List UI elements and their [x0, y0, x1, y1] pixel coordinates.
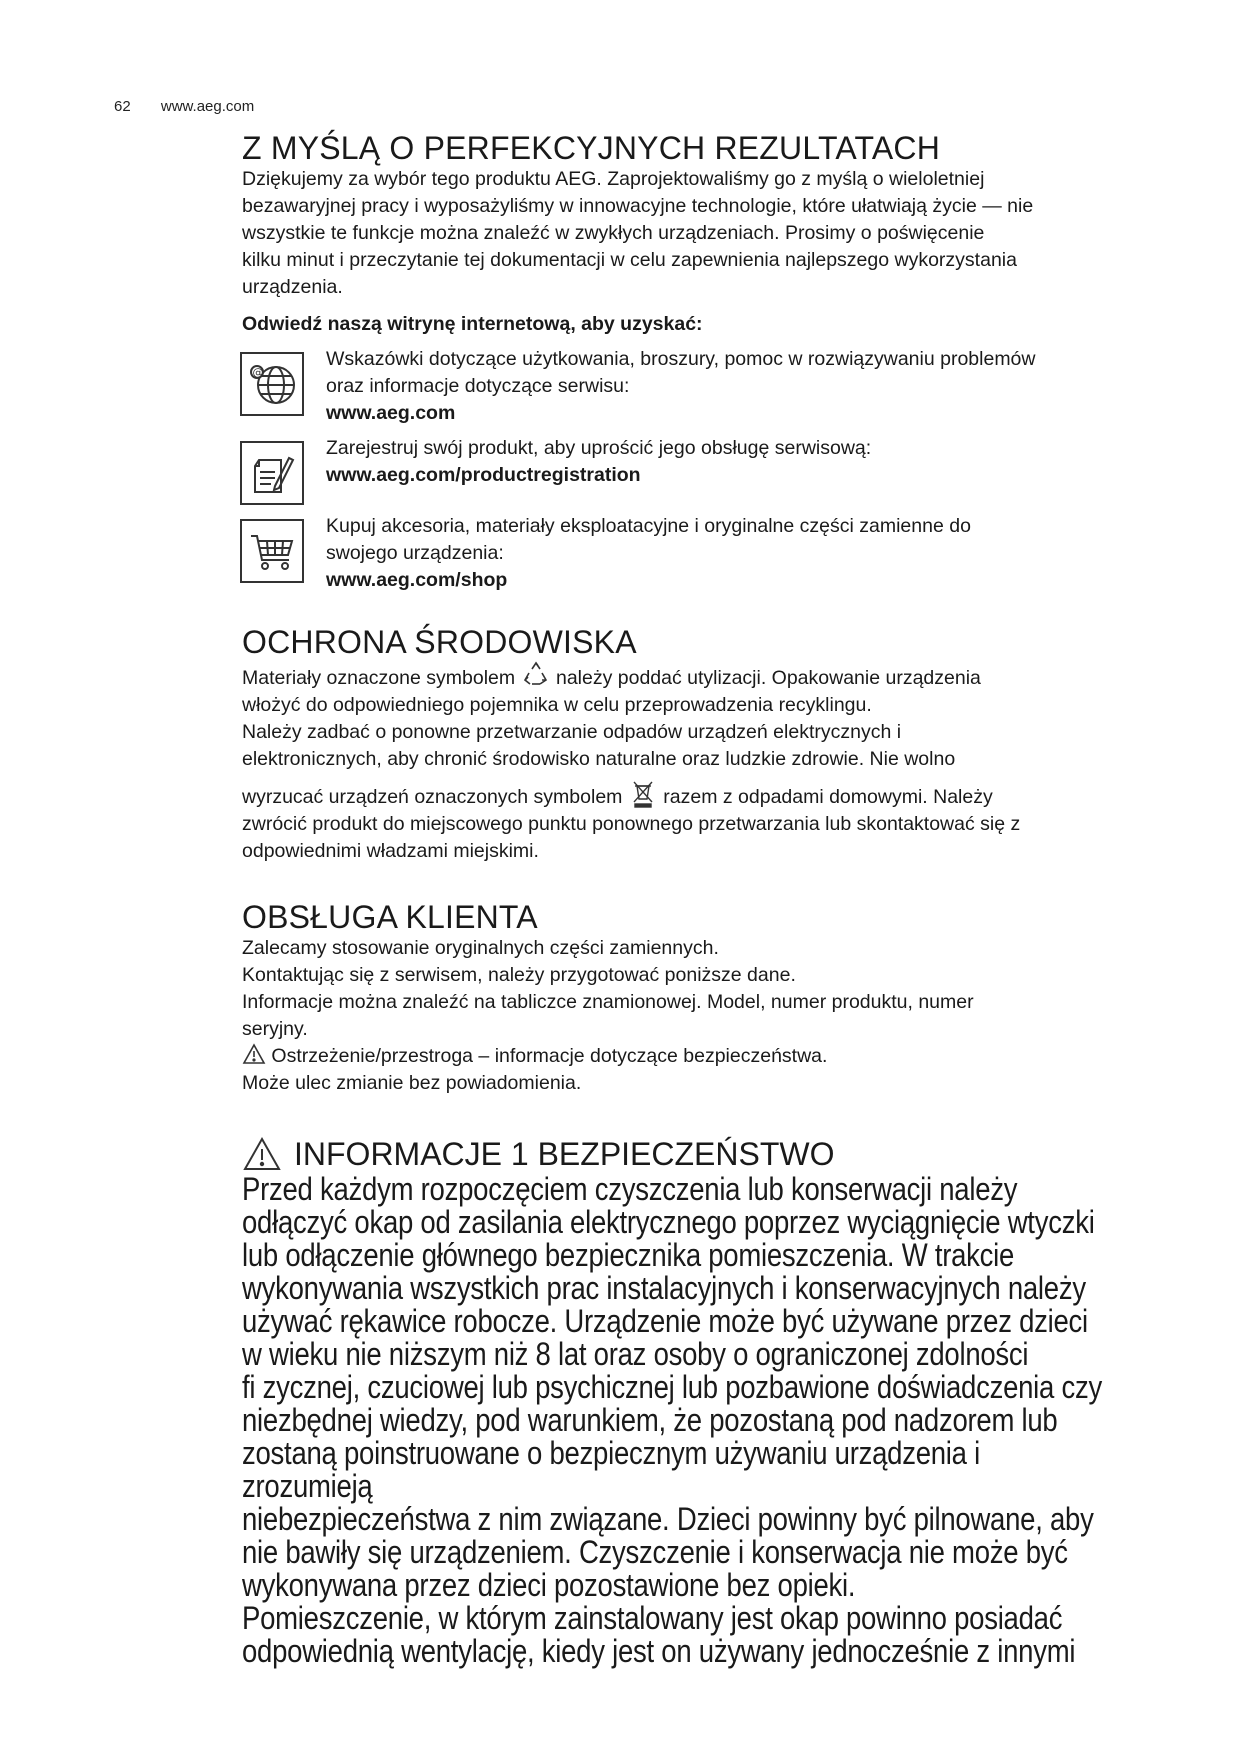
- recycle-icon: [521, 660, 551, 690]
- safety-line: wykonywania wszystkich prac instalacyjnych i konserwacyjnych należy: [242, 1270, 1086, 1306]
- safety-line: zostaną poinstruowane o bezpiecznym używaniu urządzenia i zrozumieją: [242, 1435, 980, 1504]
- customer-service-title: OBSŁUGA KLIENTA: [242, 899, 538, 935]
- support-link[interactable]: www.aeg.com: [326, 402, 456, 424]
- environment-line: włożyć do odpowiedniego pojemnika w celu przeprowadzenia recyklingu.: [242, 694, 872, 716]
- svg-text:@: @: [252, 366, 264, 379]
- customer-service-line: seryjny.: [242, 1018, 308, 1040]
- visit-heading: Odwiedź naszą witrynę internetową, aby uzyskać:: [242, 313, 703, 335]
- safety-line: odłączyć okap od zasilania elektrycznego poprzez wyciągnięcie wtyczki: [242, 1204, 1095, 1240]
- intro-line: kilku minut i przeczytanie tej dokumentacji w celu zapewnienia najlepszego wykorzystania: [242, 249, 1017, 271]
- registration-link[interactable]: www.aeg.com/productregistration: [326, 464, 641, 486]
- safety-line: niezbędnej wiedzy, pod warunkiem, że pozostaną pod nadzorem lub: [242, 1402, 1058, 1438]
- safety-line: używać rękawice robocze. Urządzenie może być używane przez dzieci: [242, 1303, 1088, 1339]
- environment-line: zwrócić produkt do miejscowego punktu ponownego przetwarzania lub skontaktować się z: [242, 813, 1021, 835]
- cart-icon: [240, 519, 304, 583]
- warning-icon: [242, 1136, 282, 1172]
- environment-line: wyrzucać urządzeń oznaczonych symbolem razem z odpadami domowymi. Należy: [242, 779, 1172, 811]
- registration-icon: [240, 441, 304, 505]
- environment-title: OCHRONA ŚRODOWISKA: [242, 624, 637, 660]
- shop-link[interactable]: www.aeg.com/shop: [326, 569, 508, 591]
- safety-line: wykonywana przez dzieci pozostawione bez opieki.: [242, 1567, 856, 1603]
- service-line: Wskazówki dotyczące użytkowania, broszury, pomoc w rozwiązywaniu problemów: [326, 348, 1036, 370]
- header-url[interactable]: www.aeg.com: [160, 98, 255, 115]
- service-item-support: [242, 348, 1172, 427]
- safety-line: nie bawiły się urządzeniem. Czyszczenie i konserwacja nie może być: [242, 1534, 1068, 1570]
- safety-section: [242, 1135, 1172, 1668]
- safety-line: fi zycznej, czuciowej lub psychicznej lub pozbawione doświadczenia czy: [242, 1369, 1102, 1405]
- page-number: 62: [114, 98, 131, 115]
- environment-line: elektronicznych, aby chronić środowisko naturalne oraz ludzkie zdrowie. Nie wolno: [242, 748, 956, 770]
- safety-line: Pomieszczenie, w którym zainstalowany jest okap powinno posiadać: [242, 1600, 1063, 1636]
- intro-line: urządzenia.: [242, 276, 343, 298]
- service-line: Zarejestruj swój produkt, aby uprościć jego obsługę serwisową:: [326, 437, 872, 459]
- service-line: oraz informacje dotyczące serwisu:: [326, 375, 630, 397]
- safety-line: w wieku nie niższym niż 8 lat oraz osoby o ograniczonej zdolności: [242, 1336, 1029, 1372]
- service-line: swojego urządzenia:: [326, 542, 504, 564]
- safety-heading: [242, 1135, 1172, 1173]
- intro-line: bezawaryjnej pracy i wyposażyliśmy w innowacyjne technologie, które ułatwiają życie — nie: [242, 195, 1034, 217]
- environment-line: Należy zadbać o ponowne przetwarzanie odpadów urządzeń elektrycznych i: [242, 721, 902, 743]
- globe-icon: [240, 352, 304, 416]
- page-header: [114, 98, 254, 115]
- safety-line: lub odłączenie głównego bezpiecznika pomieszczenia. W trakcie: [242, 1237, 1015, 1273]
- safety-line: odpowiednią wentylację, kiedy jest on używany jednocześnie z innymi: [242, 1633, 1076, 1669]
- safety-title: INFORMACJE 1 BEZPIECZEŃSTWO: [294, 1136, 835, 1172]
- intro-paragraph: [242, 166, 1172, 301]
- customer-service-line: Kontaktując się z serwisem, należy przygotować poniższe dane.: [242, 964, 796, 986]
- intro-title: Z MYŚLĄ O PERFEKCYJNYCH REZULTATACH: [242, 130, 941, 166]
- safety-line: niebezpieczeństwa z nim związane. Dzieci powinny być pilnowane, aby: [242, 1501, 1094, 1537]
- customer-service-line: Informacje można znaleźć na tabliczce znamionowej. Model, numer produktu, numer: [242, 991, 974, 1013]
- customer-service-section: [242, 899, 1172, 1097]
- safety-line: Przed każdym rozpoczęciem czyszczenia lub konserwacji należy: [242, 1171, 1018, 1207]
- safety-paragraph: [242, 1173, 1102, 1668]
- intro-line: wszystkie te funkcje można znaleźć w zwykłych urządzeniach. Prosimy o poświęcenie: [242, 222, 985, 244]
- weee-bin-icon: [628, 779, 658, 809]
- customer-service-line: Zalecamy stosowanie oryginalnych części zamiennych.: [242, 937, 719, 959]
- service-line: Kupuj akcesoria, materiały eksploatacyjne i oryginalne części zamienne do: [326, 515, 971, 537]
- service-item-shop: [242, 515, 1172, 594]
- environment-line: odpowiednimi władzami miejskimi.: [242, 840, 539, 862]
- intro-line: Dziękujemy za wybór tego produktu AEG. Zaprojektowaliśmy go z myślą o wieloletniej: [242, 168, 985, 190]
- change-notice: Może ulec zmianie bez powiadomienia.: [242, 1072, 582, 1094]
- environment-section: [242, 624, 1172, 865]
- warning-line: Ostrzeżenie/przestroga – informacje dotyczące bezpieczeństwa.: [242, 1043, 1172, 1070]
- environment-line: Materiały oznaczone symbolem należy poddać utylizacji. Opakowanie urządzenia: [242, 660, 1172, 692]
- warning-icon: [242, 1043, 266, 1065]
- document-content: [242, 130, 1172, 1668]
- service-item-registration: [242, 437, 1172, 505]
